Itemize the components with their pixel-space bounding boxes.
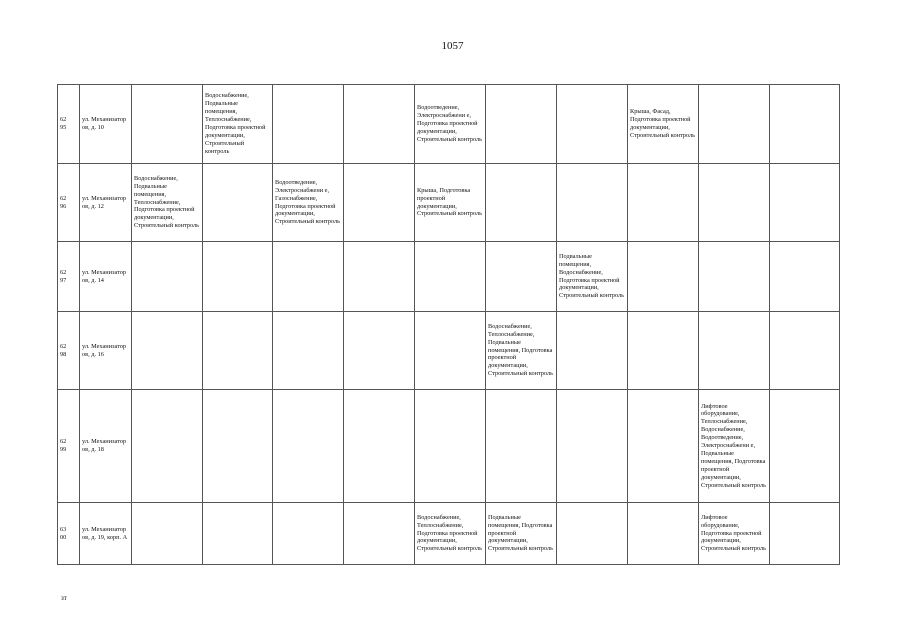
work-cell	[699, 242, 770, 312]
work-cell	[486, 242, 557, 312]
work-cell	[344, 164, 415, 242]
work-cell	[203, 242, 273, 312]
work-cell	[203, 390, 273, 503]
table-row	[58, 503, 840, 565]
work-cell	[699, 85, 770, 164]
row-address: ул. Механизатор ов, д. 14	[80, 242, 132, 312]
work-cell	[273, 503, 344, 565]
row-number-top: 63	[60, 525, 67, 533]
work-cell	[344, 85, 415, 164]
work-cell: Лифтовое оборудование, Подготовка проектной документации, Строительный контроль	[699, 503, 770, 565]
row-number-bottom: 97	[60, 276, 67, 284]
table-row	[58, 85, 840, 164]
work-cell: Водоотведение, Электроснабжени е, Подготовка проектной документации, Строительный контроль	[415, 85, 486, 164]
row-number-top: 62	[60, 438, 67, 446]
work-cell	[486, 85, 557, 164]
table-row	[58, 312, 840, 390]
work-cell	[486, 164, 557, 242]
row-number	[58, 242, 80, 312]
table-row	[58, 390, 840, 503]
table-row	[58, 242, 840, 312]
works-table	[57, 84, 840, 565]
work-cell: Водоснабжение, Подвальные помещения, Теплоснабжение, Подготовка проектной документации, Строительный контроль	[132, 164, 203, 242]
work-cell: Водоснабжение, Теплоснабжение, Подготовка проектной документации, Строительный контроль	[415, 503, 486, 565]
work-cell	[628, 390, 699, 503]
page-number: 1057	[441, 40, 464, 52]
work-cell	[415, 242, 486, 312]
work-cell	[344, 390, 415, 503]
row-address: ул. Механизатор ов, д. 12	[80, 164, 132, 242]
row-number-bottom: 99	[60, 446, 67, 453]
work-cell	[273, 242, 344, 312]
row-number	[58, 164, 80, 242]
row-number-top: 62	[60, 342, 67, 350]
work-cell	[415, 312, 486, 390]
work-cell	[132, 312, 203, 390]
row-address: ул. Механизатор ов, д. 18	[80, 390, 132, 503]
work-cell: Крыша, Подготовка проектной документации, Строительный контроль	[415, 164, 486, 242]
work-cell: Водоснабжение, Подвальные помещения, Теплоснабжение, Подготовка проектной документации, Строительный контроль	[203, 85, 273, 164]
work-cell	[557, 312, 628, 390]
work-cell	[273, 85, 344, 164]
work-cell: Подвальные помещения, Подготовка проектной документации, Строительный контроль	[486, 503, 557, 565]
row-address: ул. Механизатор ов, д. 19, корп. А	[80, 503, 132, 565]
work-cell: Водоотведение, Электроснабжени е, Газоснабжение, Подготовка проектной документации, Строительный контроль	[273, 164, 344, 242]
row-number-top: 62	[60, 268, 67, 276]
work-cell	[203, 312, 273, 390]
work-cell	[557, 390, 628, 503]
work-cell	[415, 390, 486, 503]
work-cell	[132, 503, 203, 565]
work-cell	[628, 503, 699, 565]
row-number	[58, 503, 80, 565]
row-number	[58, 312, 80, 390]
work-cell	[699, 164, 770, 242]
work-cell	[770, 242, 840, 312]
work-cell	[557, 164, 628, 242]
row-number-bottom: 96	[60, 202, 67, 210]
work-cell	[203, 503, 273, 565]
row-number	[58, 85, 80, 164]
work-cell	[344, 503, 415, 565]
work-cell	[344, 312, 415, 390]
work-cell	[344, 242, 415, 312]
table-row	[58, 164, 840, 242]
work-cell	[770, 164, 840, 242]
work-cell	[203, 164, 273, 242]
row-address: ул. Механизатор ов, д. 16	[80, 312, 132, 390]
work-cell	[273, 390, 344, 503]
row-number-bottom: 00	[60, 533, 67, 541]
row-address: ул. Механизатор ов, д. 10	[80, 85, 132, 164]
work-cell	[628, 164, 699, 242]
work-cell: Водоснабжение, Теплоснабжение, Подвальные помещения, Подготовка проектной документации, Строительный контроль	[486, 312, 557, 390]
work-cell	[628, 312, 699, 390]
work-cell	[557, 503, 628, 565]
row-number-bottom: 95	[60, 124, 67, 131]
footer-mark: зт	[61, 594, 67, 602]
work-cell	[132, 85, 203, 164]
work-cell	[770, 503, 840, 565]
work-cell	[770, 390, 840, 503]
row-number-bottom: 98	[60, 350, 67, 358]
row-number	[58, 390, 80, 503]
work-cell: Подвальные помещения, Водоснабжение, Подготовка проектной документации, Строительный контроль	[557, 242, 628, 312]
work-cell: Лифтовое оборудование, Теплоснабжение, Водоснабжение, Водоотведение, Электроснабжени е, Подвальные помещения, Подготовка проектной документации, Строительный контроль	[699, 390, 770, 503]
work-cell	[770, 85, 840, 164]
work-cell	[699, 312, 770, 390]
work-cell	[628, 242, 699, 312]
work-cell	[273, 312, 344, 390]
work-cell	[557, 85, 628, 164]
row-number-top: 62	[60, 194, 67, 202]
work-cell	[132, 242, 203, 312]
work-cell	[770, 312, 840, 390]
work-cell: Крыша, Фасад, Подготовка проектной документации, Строительный контроль	[628, 85, 699, 164]
work-cell	[486, 390, 557, 503]
work-cell	[132, 390, 203, 503]
row-number-top: 62	[60, 116, 67, 124]
